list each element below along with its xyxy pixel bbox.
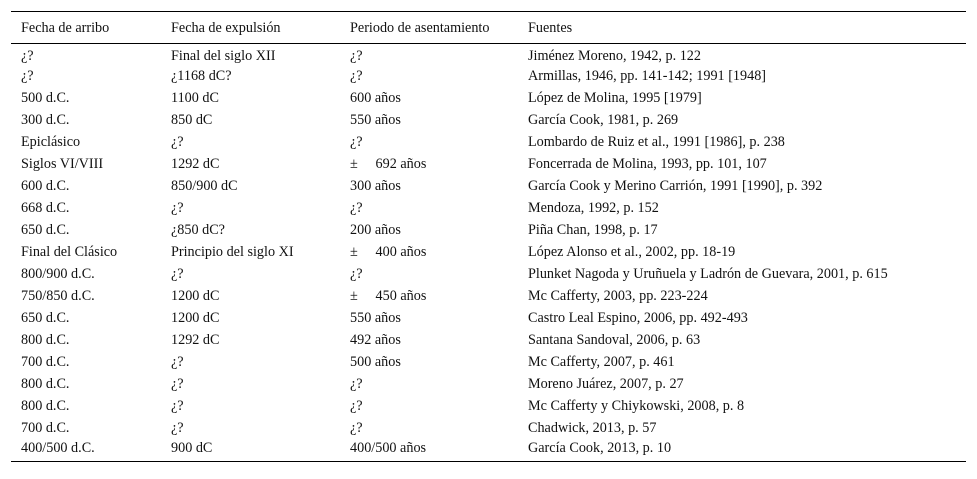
cell-settlement-period: 200 años [350,222,401,238]
cell-expulsion-date: ¿1168 dC? [171,68,232,84]
table-row [11,418,966,440]
cell-source: Mc Cafferty, 2007, p. 461 [528,354,675,370]
cell-settlement-period: 500 años [350,354,401,370]
cell-source: Moreno Juárez, 2007, p. 27 [528,376,684,392]
cell-arrival-date: 650 d.C. [21,222,70,238]
cell-arrival-date: 600 d.C. [21,178,70,194]
table-row [11,242,966,264]
cell-expulsion-date: ¿? [171,354,184,370]
cell-source: Plunket Nagoda y Uruñuela y Ladrón de Guevara, 2001, p. 615 [528,266,888,282]
cell-arrival-date: Siglos VI/VIII [21,156,104,172]
table-row [11,396,966,418]
cell-expulsion-date: 850 dC [171,112,213,128]
table-row [11,110,966,132]
cell-source: Chadwick, 2013, p. 57 [528,420,657,436]
cell-expulsion-date: ¿850 dC? [171,222,225,238]
header-sources: Fuentes [528,19,573,36]
cell-expulsion-date: 900 dC [171,440,213,457]
table-row [11,308,966,330]
cell-settlement-period: ¿? [350,134,363,150]
cell-expulsion-date: 1292 dC [171,332,220,348]
table-row [11,220,966,242]
table-row [11,44,966,66]
cell-expulsion-date: 850/900 dC [171,178,238,194]
cell-settlement-period: 492 años [350,332,401,348]
header-arrival-date: Fecha de arribo [21,19,110,36]
cell-settlement-period: ± 692 años [350,156,427,172]
cell-settlement-period: ¿? [350,266,363,282]
cell-expulsion-date: ¿? [171,200,184,216]
cell-settlement-period: ¿? [350,420,363,436]
cell-arrival-date: ¿? [21,47,34,64]
table-row [11,176,966,198]
table-row [11,352,966,374]
cell-settlement-period: 550 años [350,310,401,326]
header-row [11,12,966,44]
table-row [11,330,966,352]
cell-expulsion-date: 1200 dC [171,310,220,326]
cell-arrival-date: Final del Clásico [21,244,118,260]
cell-settlement-period: 600 años [350,90,401,106]
header-settlement-period: Periodo de asentamiento [350,19,490,36]
cell-expulsion-date: ¿? [171,376,184,392]
cell-expulsion-date: 1100 dC [171,90,219,106]
table-row [11,66,966,88]
cell-settlement-period: 400/500 años [350,440,427,457]
table-body [11,44,966,462]
cell-source: García Cook, 2013, p. 10 [528,440,672,457]
cell-arrival-date: ¿? [21,68,34,84]
header-expulsion-date: Fecha de expulsión [171,19,281,36]
cell-arrival-date: 400/500 d.C. [21,440,95,457]
cell-source: Armillas, 1946, pp. 141-142; 1991 [1948] [528,68,767,84]
cell-arrival-date: 800/900 d.C. [21,266,95,282]
table-row [11,198,966,220]
cell-source: Piña Chan, 1998, p. 17 [528,222,658,238]
table-row [11,374,966,396]
cell-arrival-date: 700 d.C. [21,420,70,436]
cell-arrival-date: 800 d.C. [21,398,70,414]
table-row [11,286,966,308]
cell-arrival-date: 700 d.C. [21,354,70,370]
cell-source: Mendoza, 1992, p. 152 [528,200,659,216]
cell-arrival-date: 800 d.C. [21,376,70,392]
cell-arrival-date: 750/850 d.C. [21,288,95,304]
settlement-dates-table [11,11,966,462]
cell-settlement-period: ± 450 años [350,288,427,304]
cell-settlement-period: ¿? [350,47,363,64]
cell-source: García Cook y Merino Carrión, 1991 [1990], p. 392 [528,178,823,194]
cell-source: Mc Cafferty y Chiykowski, 2008, p. 8 [528,398,745,414]
table-row [11,264,966,286]
table-row [11,440,966,462]
cell-expulsion-date: ¿? [171,134,184,150]
cell-arrival-date: 668 d.C. [21,200,70,216]
cell-source: Jiménez Moreno, 1942, p. 122 [528,47,701,64]
cell-settlement-period: ± 400 años [350,244,427,260]
cell-settlement-period: ¿? [350,376,363,392]
table-row [11,132,966,154]
cell-arrival-date: 500 d.C. [21,90,70,106]
cell-expulsion-date: ¿? [171,266,184,282]
cell-source: López Alonso et al., 2002, pp. 18-19 [528,244,736,260]
cell-expulsion-date: ¿? [171,398,184,414]
table-row [11,154,966,176]
table-row [11,88,966,110]
cell-source: López de Molina, 1995 [1979] [528,90,702,106]
cell-expulsion-date: 1292 dC [171,156,220,172]
cell-settlement-period: ¿? [350,398,363,414]
cell-source: Castro Leal Espino, 2006, pp. 492-493 [528,310,748,326]
cell-arrival-date: 650 d.C. [21,310,70,326]
cell-source: Santana Sandoval, 2006, p. 63 [528,332,701,348]
cell-expulsion-date: Final del siglo XII [171,47,276,64]
cell-arrival-date: 300 d.C. [21,112,70,128]
table-header [11,12,966,44]
cell-expulsion-date: 1200 dC [171,288,220,304]
cell-source: Foncerrada de Molina, 1993, pp. 101, 107 [528,156,767,172]
cell-settlement-period: ¿? [350,200,363,216]
cell-arrival-date: Epiclásico [21,134,81,150]
cell-settlement-period: ¿? [350,68,363,84]
cell-source: García Cook, 1981, p. 269 [528,112,679,128]
cell-expulsion-date: Principio del siglo XI [171,244,294,260]
cell-arrival-date: 800 d.C. [21,332,70,348]
cell-expulsion-date: ¿? [171,420,184,436]
cell-settlement-period: 300 años [350,178,401,194]
data-table-container [11,11,966,462]
cell-source: Lombardo de Ruiz et al., 1991 [1986], p. 238 [528,134,785,150]
cell-settlement-period: 550 años [350,112,401,128]
cell-source: Mc Cafferty, 2003, pp. 223-224 [528,288,708,304]
